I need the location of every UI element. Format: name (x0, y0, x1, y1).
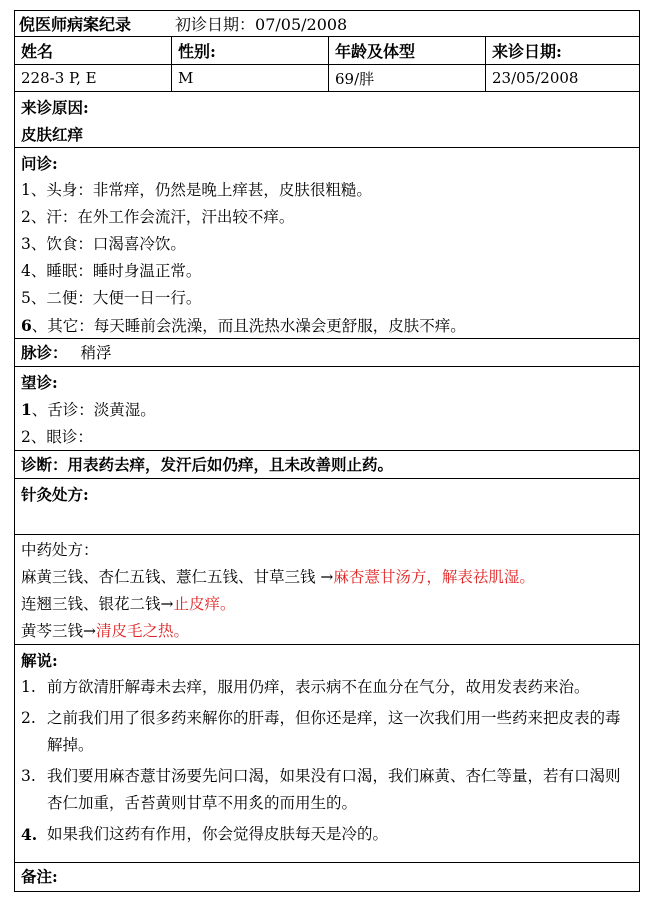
explanation-item-number: 1. (21, 678, 36, 696)
explanation-item (21, 674, 633, 701)
acupuncture-label: 针灸处方: (21, 485, 89, 504)
inquiry-item-text: 、其它：每天睡前会洗澡，而且洗热水澡会更舒服，皮肤不痒。 (31, 317, 466, 335)
herbal-line (21, 591, 633, 618)
herbal-line (21, 618, 633, 645)
observation-item (21, 396, 633, 424)
age-header: 年龄及体型 (329, 37, 486, 64)
reason-text: 皮肤红痒 (21, 125, 84, 144)
patient-table-header (14, 37, 640, 65)
inquiry-item-number: 6 (21, 316, 32, 335)
observation-item-number: 1 (21, 400, 32, 419)
observation-label: 望诊: (21, 373, 58, 392)
explanation-item (21, 763, 633, 817)
record-title: 倪医师病案纪录 (19, 15, 132, 34)
patient-sex: M (172, 65, 329, 91)
explanation-item-text: 我们要用麻杏薏甘汤要先问口渴，如果没有口渴，我们麻黄、杏仁等量，若有口渴则杏仁加重，舌苔黄则甘草不用炙的而用生的。 (47, 767, 621, 812)
patient-name: 228-3 P, E (15, 65, 172, 91)
herbal-note: 清皮毛之热。 (96, 622, 190, 640)
explanation-item-number: 3. (21, 767, 36, 785)
herbal-herbs: 黄芩三钱→ (21, 622, 96, 640)
record-header (14, 10, 640, 37)
explanation-item (21, 705, 633, 759)
remarks-label: 备注: (21, 867, 58, 886)
visit-date-header: 来诊日期: (492, 42, 562, 61)
herbal-herbs: 麻黄三钱、杏仁五钱、薏仁五钱、甘草三钱 → (21, 568, 334, 586)
explanation-item-number: 4. (21, 825, 38, 844)
inquiry-item: 1、头身：非常痒，仍然是晚上痒甚，皮肤很粗糙。 (21, 181, 372, 199)
patient-table-values (14, 65, 640, 92)
inquiry-item: 4、睡眠：睡时身温正常。 (21, 262, 202, 280)
patient-age: 69/胖 (329, 65, 486, 91)
inquiry-item: 5、二便：大便一日一行。 (21, 289, 202, 307)
pulse-text: 稍浮 (80, 344, 112, 362)
herbal-herbs: 连翘三钱、银花二钱→ (21, 595, 174, 613)
explanation-item-text: 之前我们用了很多药来解你的肝毒，但你还是痒，这一次我们用一些药来把皮表的毒解掉。 (47, 709, 621, 754)
reason-section (14, 92, 640, 148)
explanation-label: 解说: (21, 651, 58, 670)
pulse-label: 脉诊： (21, 343, 68, 362)
observation-item: 2、眼诊： (21, 428, 93, 446)
first-visit-date: 初诊日期：07/05/2008 (175, 15, 348, 34)
explanation-item-number: 2. (21, 709, 36, 727)
sex-header: 性别: (172, 37, 329, 64)
diagnosis-section (14, 451, 640, 479)
reason-label: 来诊原因: (21, 98, 89, 117)
inquiry-section (14, 148, 640, 339)
diagnosis-text: 诊断：用表药去痒，发汗后如仍痒，且未改善则止药。 (21, 455, 394, 474)
observation-item-text: 、舌诊：淡黄湿。 (31, 401, 156, 419)
observation-section (14, 367, 640, 451)
explanation-list (21, 674, 633, 848)
herbal-section (14, 535, 640, 645)
name-header: 姓名 (15, 37, 172, 64)
explanation-item-text: 前方欲清肝解毒未去痒，服用仍痒，表示病不在血分在气分，故用发表药来治。 (47, 678, 590, 696)
herbal-line (21, 564, 633, 591)
inquiry-item: 3、饮食：口渴喜冷饮。 (21, 235, 186, 253)
herbal-note: 止皮痒。 (173, 595, 236, 613)
explanation-item (21, 821, 633, 848)
acupuncture-section (14, 479, 640, 535)
visit-date: 23/05/2008 (492, 69, 579, 87)
inquiry-label: 问诊: (21, 154, 58, 173)
inquiry-item (21, 312, 633, 340)
case-record-sheet (14, 10, 640, 892)
explanation-item-text: 如果我们这药有作用，你会觉得皮肤每天是冷的。 (47, 825, 389, 843)
herbal-label: 中药处方： (21, 541, 99, 559)
pulse-section (14, 339, 640, 367)
inquiry-item: 2、汗：在外工作会流汗，汗出较不痒。 (21, 208, 295, 226)
herbal-note: 麻杏薏甘汤方，解表祛肌湿。 (333, 568, 535, 586)
remarks-section (14, 863, 640, 892)
explanation-section (14, 645, 640, 863)
